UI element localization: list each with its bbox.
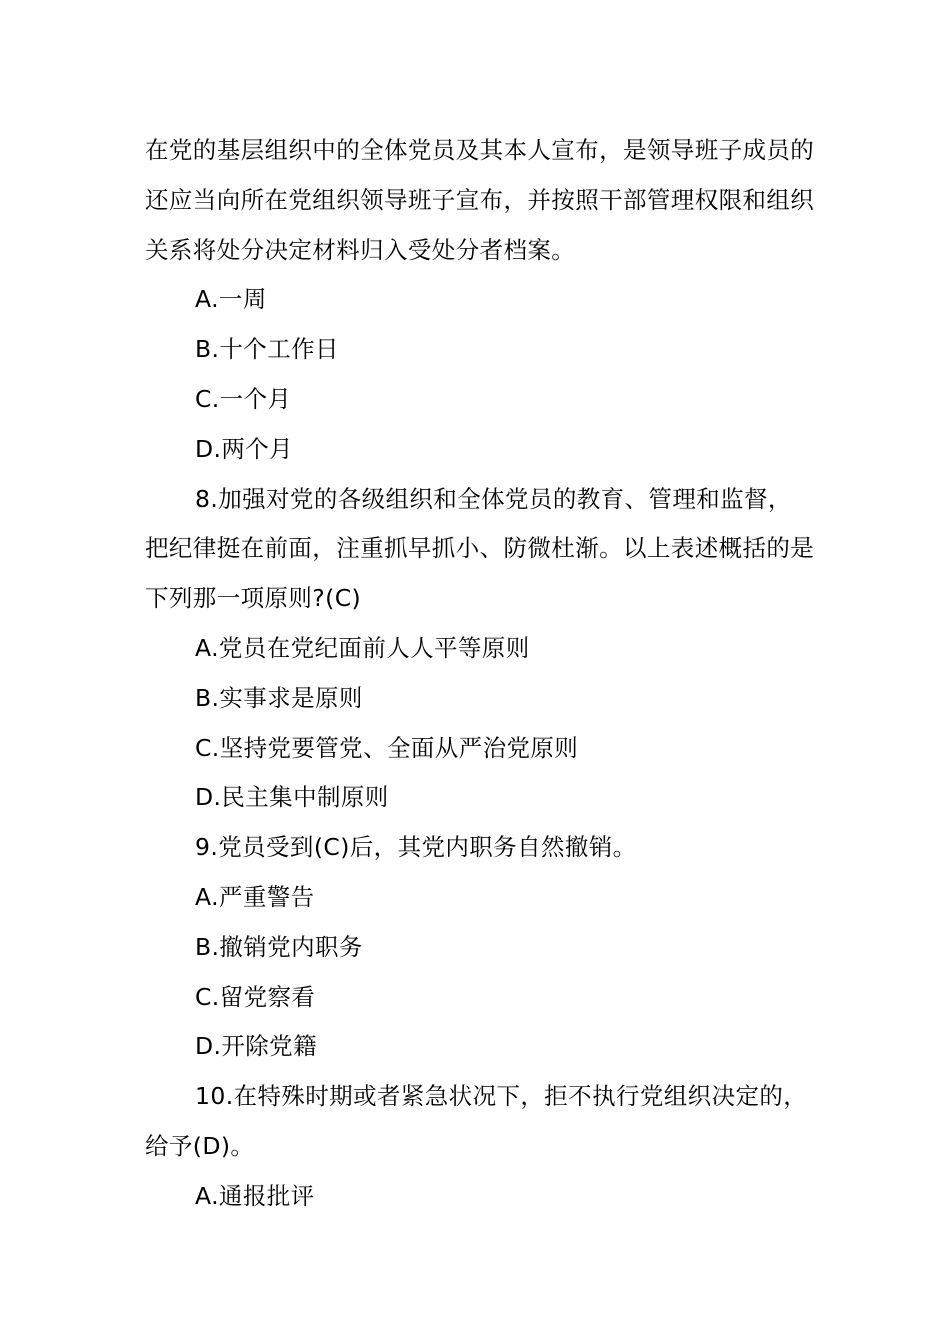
option-q10-a: A.通报批评 xyxy=(195,1181,315,1210)
question-9: 9.党员受到(C)后，其党内职务自然撤销。 xyxy=(195,833,637,862)
option-q8-a: A.党员在党纪面前人人平等原则 xyxy=(195,633,530,662)
option-q7-c: C.一个月 xyxy=(195,384,292,413)
option-q7-b: B.十个工作日 xyxy=(195,335,339,364)
option-q9-b: B.撤销党内职务 xyxy=(195,932,363,961)
question-8: 8.加强对党的各级组织和全体党员的教育、管理和监督，把纪律挺在前面，注重抓早抓小、防微杜渐。以上表述概括的是下列那一项原则?(C) xyxy=(145,484,815,613)
paragraph-continuation: 在党的基层组织中的全体党员及其本人宣布，是领导班子成员的还应当向所在党组织领导班子宣布，并按照干部管理权限和组织关系将处分决定材料归入受处分者档案。 xyxy=(145,136,815,264)
option-q8-b: B.实事求是原则 xyxy=(195,683,363,712)
option-q7-a: A.一周 xyxy=(195,285,267,314)
document-body xyxy=(145,126,815,1222)
question-10: 10.在特殊时期或者紧急状况下，拒不执行党组织决定的，给予(D)。 xyxy=(145,1082,808,1160)
option-q9-a: A.严重警告 xyxy=(195,882,315,911)
option-q8-c: C.坚持党要管党、全面从严治党原则 xyxy=(195,733,579,762)
option-q9-d: D.开除党籍 xyxy=(195,1032,317,1061)
option-q9-c: C.留党察看 xyxy=(195,982,316,1011)
option-q8-d: D.民主集中制原则 xyxy=(195,783,389,812)
option-q7-d: D.两个月 xyxy=(195,434,294,463)
